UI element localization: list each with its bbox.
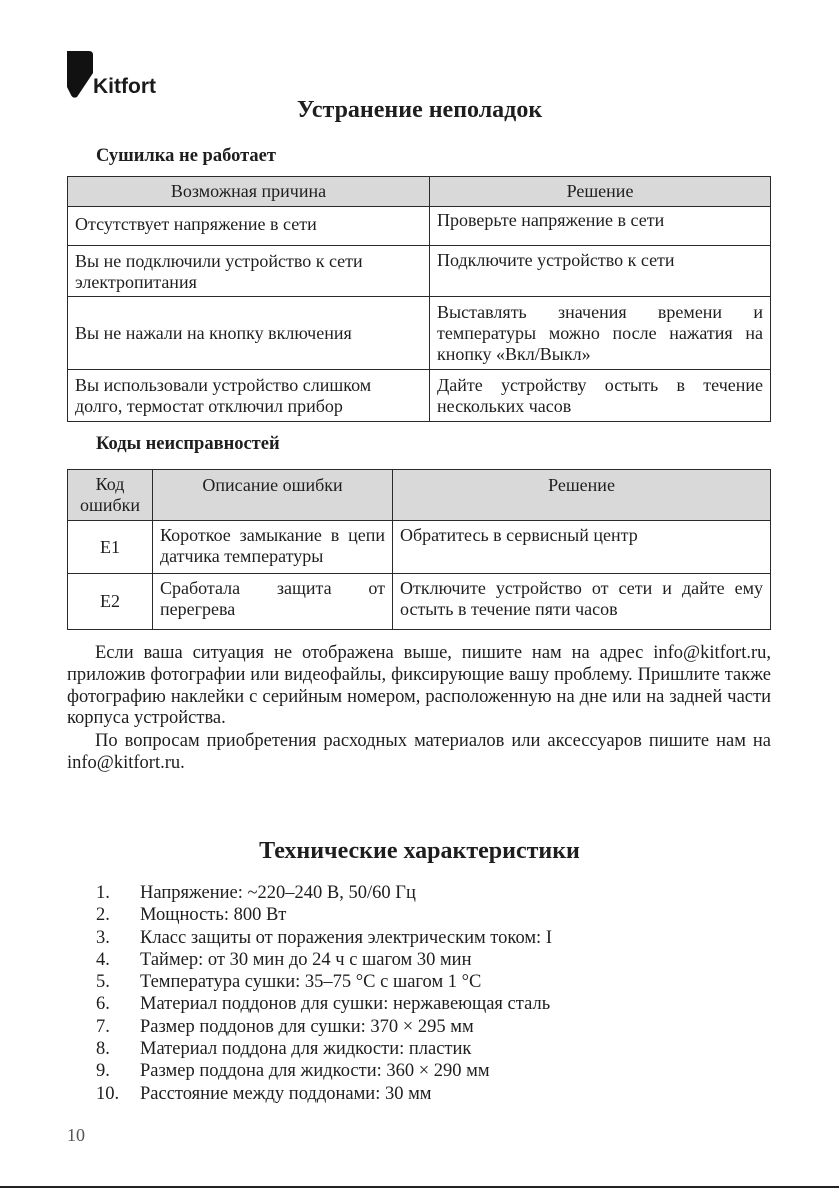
accessories-paragraph-text: По вопросам приобретения расходных материалов или аксессуаров пишите нам на info@kitfort.ru. bbox=[67, 731, 771, 773]
brand-name: Kitfort bbox=[93, 75, 156, 98]
spec-item: 4. Таймер: от 30 мин до 24 ч с шагом 30 мин bbox=[96, 949, 472, 970]
error-codes-table bbox=[67, 469, 771, 630]
error-codes-heading: Коды неисправностей bbox=[96, 434, 280, 454]
solution-cell: Дайте устройству остыть в течение нескольких часов bbox=[430, 370, 771, 422]
cause-cell: Вы использовали устройство слишком долго, термостат отключил прибор bbox=[68, 370, 430, 422]
column-header-code: Код ошибки bbox=[68, 470, 153, 521]
error-code-cell: E2 bbox=[68, 574, 153, 630]
table-row bbox=[68, 297, 771, 370]
kitfort-logo bbox=[67, 51, 187, 101]
column-header-solution: Решение bbox=[430, 177, 771, 207]
table-row bbox=[68, 574, 771, 630]
table-row bbox=[68, 521, 771, 574]
troubleshooting-title: Устранение неполадок bbox=[296, 97, 543, 123]
spec-item: 3. Класс защиты от поражения электрическим током: I bbox=[96, 927, 552, 948]
spec-item: 6. Материал поддонов для сушки: нержавеющая сталь bbox=[96, 994, 551, 1015]
spec-item: 5. Температура сушки: 35–75 °C с шагом 1 °C bbox=[96, 972, 482, 993]
spec-item: 7. Размер поддонов для сушки: 370 × 295 мм bbox=[96, 1016, 474, 1037]
table-header-row bbox=[68, 177, 771, 207]
column-header-description: Описание ошибки bbox=[153, 470, 393, 521]
error-solution-cell: Обратитесь в сервисный центр bbox=[393, 521, 771, 574]
column-header-cause: Возможная причина bbox=[68, 177, 430, 207]
contact-paragraph bbox=[67, 643, 771, 730]
troubleshooting-table bbox=[67, 176, 771, 422]
specifications-title: Технические характеристики bbox=[259, 838, 580, 864]
column-header-solution: Решение bbox=[393, 470, 771, 521]
dryer-section-heading: Сушилка не работает bbox=[96, 146, 276, 166]
solution-cell: Проверьте напряжение в сети bbox=[430, 207, 771, 246]
cause-cell: Вы не подключили устройство к сети электропитания bbox=[68, 246, 430, 297]
specifications-list bbox=[96, 882, 552, 1105]
solution-cell: Выставлять значения времени и температуры можно после нажатия на кнопку «Вкл/Выкл» bbox=[430, 297, 771, 370]
contact-paragraph-text: Если ваша ситуация не отображена выше, пишите нам на адрес info@kitfort.ru, приложив фотографии или видеофайлы, фиксирующие вашу проблему. Пришлите также фотографию наклейки с серийным номером, расположенную на дне или на задней части корпуса устройства. bbox=[67, 643, 771, 729]
table-header-row bbox=[68, 470, 771, 521]
solution-cell: Подключите устройство к сети bbox=[430, 246, 771, 297]
cause-cell: Отсутствует напряжение в сети bbox=[68, 207, 430, 246]
page-number: 10 bbox=[67, 1125, 85, 1145]
table-row bbox=[68, 370, 771, 422]
error-solution-cell: Отключите устройство от сети и дайте ему остыть в течение пяти часов bbox=[393, 574, 771, 630]
spec-item: 10. Расстояние между поддонами: 30 мм bbox=[96, 1083, 432, 1104]
error-code-cell: E1 bbox=[68, 521, 153, 574]
cause-cell: Вы не нажали на кнопку включения bbox=[68, 297, 430, 370]
spec-item: 1. Напряжение: ~220–240 В, 50/60 Гц bbox=[96, 883, 416, 903]
spec-item: 8. Материал поддона для жидкости: пластик bbox=[96, 1039, 472, 1060]
table-row bbox=[68, 207, 771, 246]
error-description-cell: Короткое замыкание в цепи датчика температуры bbox=[153, 521, 393, 574]
bottom-divider bbox=[0, 1186, 839, 1188]
error-description-cell: Сработала защита от перегрева bbox=[153, 574, 393, 630]
kitfort-logo-icon bbox=[67, 51, 93, 99]
spec-item: 9. Размер поддона для жидкости: 360 × 290 мм bbox=[96, 1061, 490, 1082]
accessories-paragraph bbox=[67, 731, 771, 775]
spec-item: 2. Мощность: 800 Вт bbox=[96, 905, 287, 926]
table-row bbox=[68, 246, 771, 297]
